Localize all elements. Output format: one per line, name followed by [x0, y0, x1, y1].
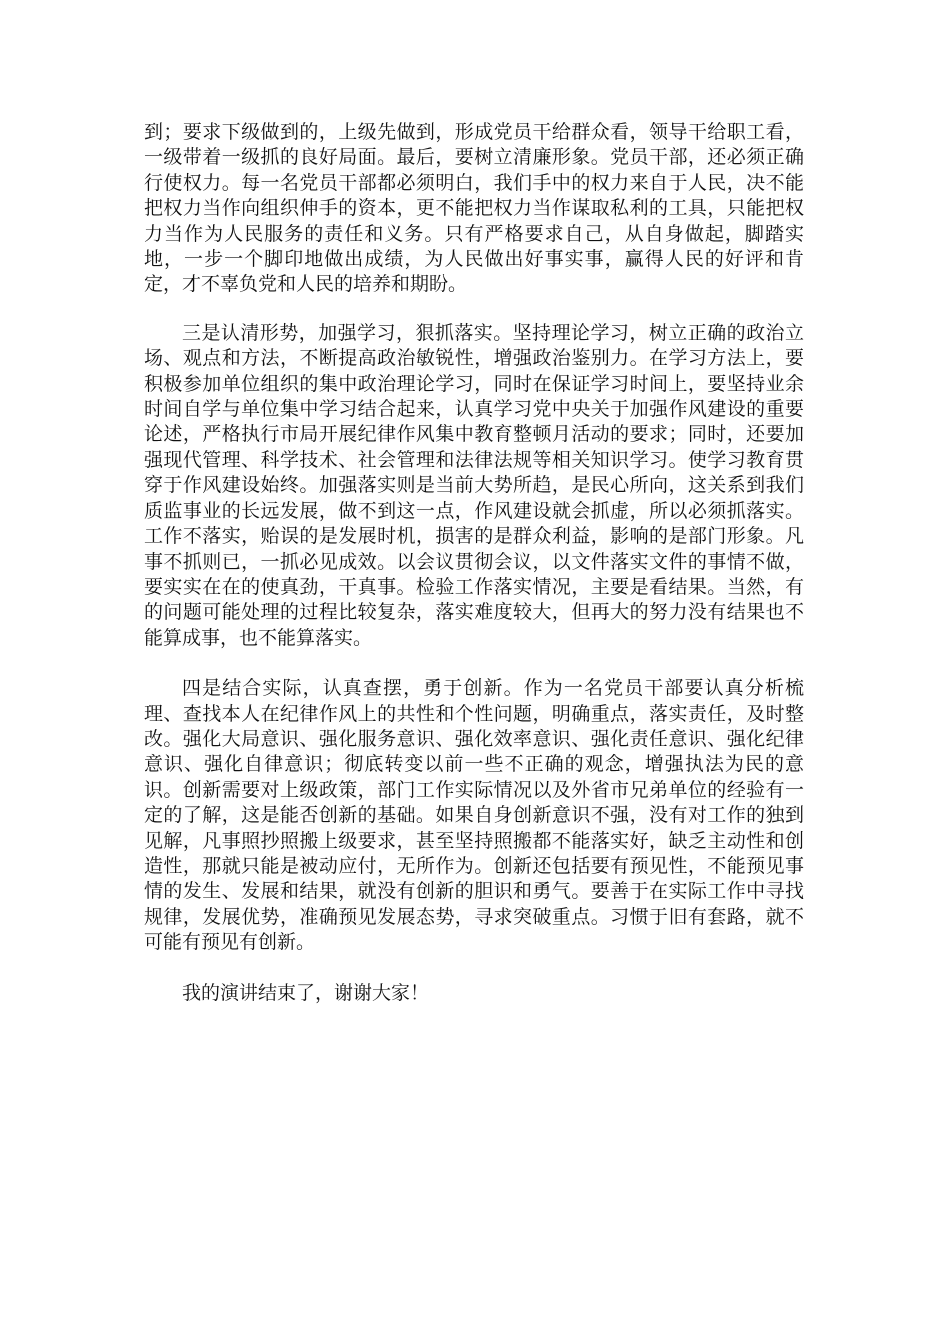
document-page — [144, 120, 804, 1006]
paragraph-three: 三是认清形势，加强学习，狠抓落实。坚持理论学习，树立正确的政治立场、观点和方法，不断提高政治敏锐性，增强政治鉴别力。在学习方法上，要积极参加单位组织的集中政治理论学习，同时在保证学习时间上，要坚持业余时间自学与单位集中学习结合起来，认真学习党中央关于加强作风建设的重要论述，严格执行市局开展纪律作风集中教育整顿月活动的要求；同时，还要加强现代管理、科学技术、社会管理和法律法规等相关知识学习。使学习教育贯穿于作风建设始终。加强落实则是当前大势所趋，是民心所向，这关系到我们质监事业的长远发展，做不到这一点，作风建设就会抓虚，所以必须抓落实。工作不落实，贻误的是发展时机，损害的是群众利益，影响的是部门形象。凡事不抓则已，一抓必见成效。以会议贯彻会议，以文件落实文件的事情不做，要实实在在的使真劲，干真事。检验工作落实情况，主要是看结果。当然，有的问题可能处理的过程比较复杂，落实难度较大，但再大的努力没有结果也不能算成事，也不能算落实。 — [144, 321, 804, 649]
paragraph-four: 四是结合实际，认真查摆，勇于创新。作为一名党员干部要认真分析梳理、查找本人在纪律作风上的共性和个性问题，明确重点，落实责任，及时整改。强化大局意识、强化服务意识、强化效率意识、强化责任意识、强化纪律意识、强化自律意识；彻底转变以前一些不正确的观念，增强执法为民的意识。创新需要对上级政策，部门工作实际情况以及外省市兄弟单位的经验有一定的了解，这是能否创新的基础。如果自身创新意识不强，没有对工作的独到见解，凡事照抄照搬上级要求，甚至坚持照搬都不能落实好，缺乏主动性和创造性，那就只能是被动应付，无所作为。创新还包括要有预见性，不能预见事情的发生、发展和结果，就没有创新的胆识和勇气。要善于在实际工作中寻找规律，发展优势，准确预见发展态势，寻求突破重点。习惯于旧有套路，就不可能有预见有创新。 — [144, 677, 804, 954]
paragraph-continuation: 到；要求下级做到的，上级先做到，形成党员干给群众看，领导干给职工看，一级带着一级抓的良好局面。最后，要树立清廉形象。党员干部，还必须正确行使权力。每一名党员干部都必须明白，我们手中的权力来自于人民，决不能把权力当作向组织伸手的资本，更不能把权力当作谋取私利的工具，只能把权力当作为人民服务的责任和义务。只有严格要求自己，从自身做起，脚踏实地，一步一个脚印地做出成绩，为人民做出好事实事，赢得人民的好评和肯定，才不辜负党和人民的培养和期盼。 — [144, 121, 804, 296]
paragraph-closing: 我的演讲结束了，谢谢大家！ — [182, 981, 430, 1004]
